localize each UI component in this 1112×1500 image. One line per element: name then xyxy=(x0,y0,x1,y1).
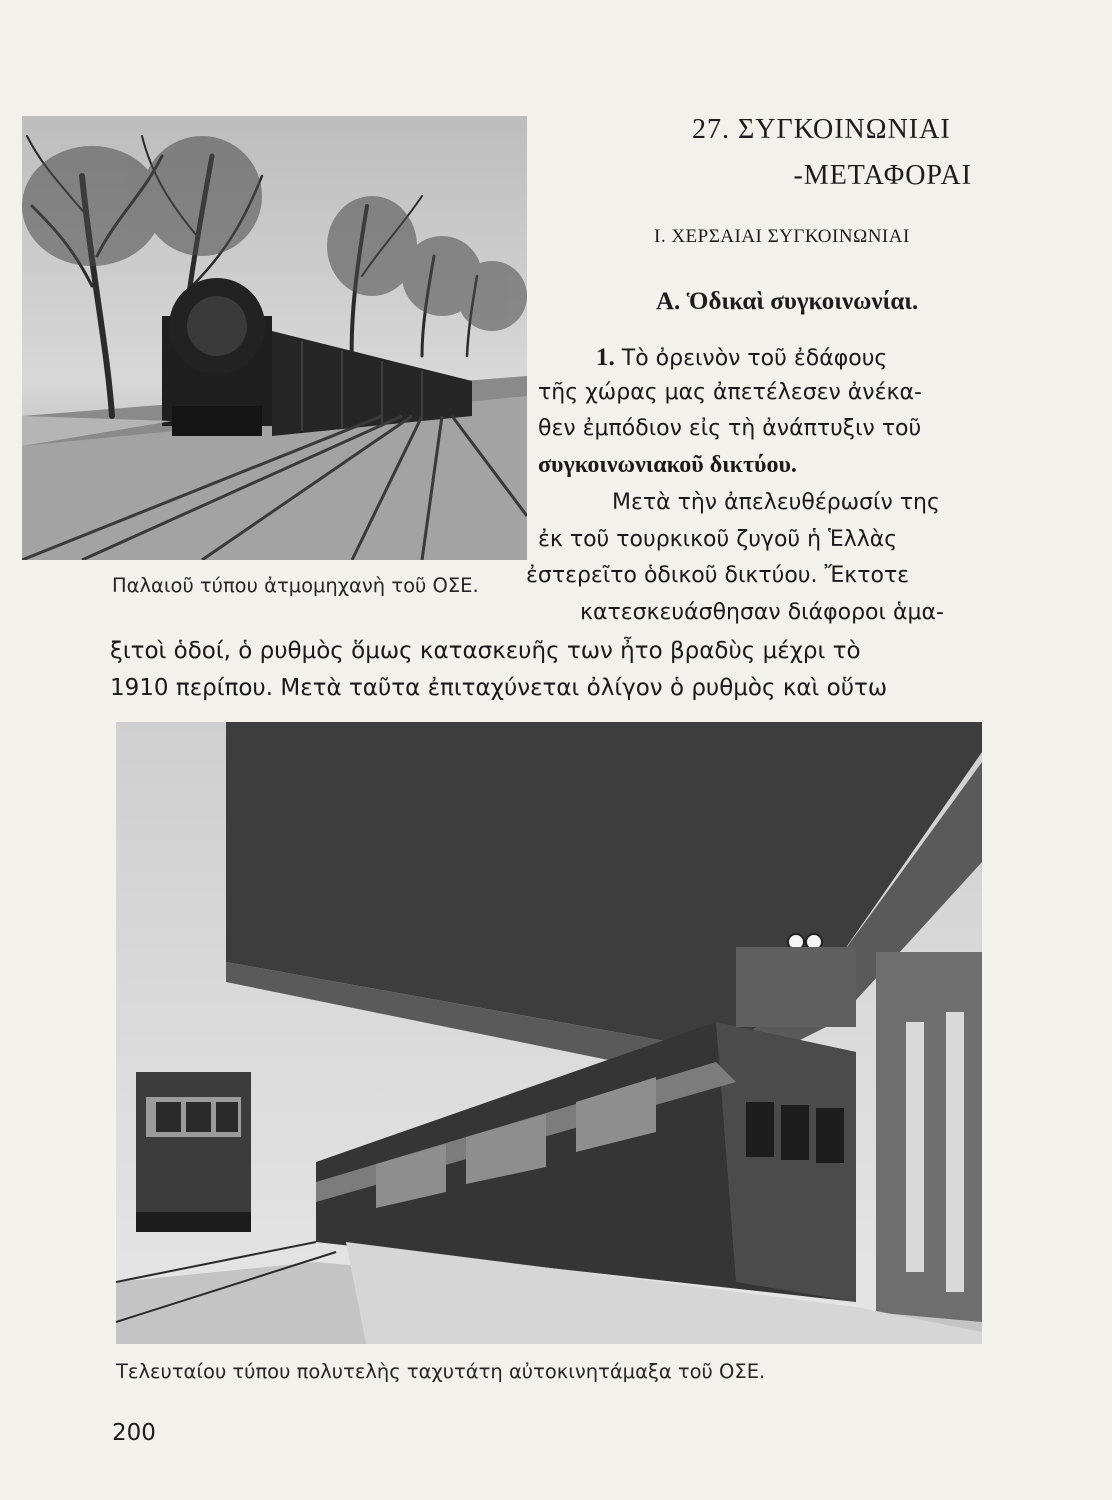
railcar-photo xyxy=(116,722,982,1344)
railcar-photo-caption: Τελευταίου τύπου πολυτελὴς ταχυτάτη αὐτοκινητάμαξα τοῦ ΟΣΕ. xyxy=(116,1360,766,1383)
locomotive-photo-caption: Παλαιοῦ τύπου ἀτμομηχανὴ τοῦ ΟΣΕ. xyxy=(112,574,479,597)
page-number: 200 xyxy=(112,1420,156,1446)
paragraph-line: κατεσκευάσθησαν διάφοροι ἁμα- xyxy=(580,600,944,625)
paragraph-line: ξιτοὶ ὁδοί, ὁ ρυθμὸς ὅμως κατασκευῆς των ἦτο βραδὺς μέχρι τὸ xyxy=(110,638,861,664)
chapter-subtitle: -ΜΕΤΑΦΟΡΑΙ xyxy=(793,160,972,191)
chapter-title xyxy=(692,114,951,146)
paragraph-line: Μετὰ τὴν ἀπελευθέρωσίν της xyxy=(612,490,940,515)
paragraph-line xyxy=(596,344,887,372)
paragraph-number: 1. xyxy=(596,344,615,371)
paragraph-line: συγκοινωνιακοῦ δικτύου. xyxy=(538,452,797,478)
section-heading: Ι. ΧΕΡΣΑΙΑΙ ΣΥΓΚΟΙΝΩΝΙΑΙ xyxy=(654,226,910,247)
chapter-number: 27. xyxy=(692,114,730,145)
steam-locomotive-photo xyxy=(22,116,527,560)
paragraph-line: τῆς χώρας μας ἀπετέλεσεν ἀνέκα- xyxy=(538,380,922,405)
subsection-heading: Α. Ὁδικαὶ συγκοινωνίαι. xyxy=(656,288,919,315)
paragraph-line: 1910 περίπου. Μετὰ ταῦτα ἐπιταχύνεται ὀλίγον ὁ ρυθμὸς καὶ οὕτω xyxy=(110,675,888,701)
paragraph-text: Τὸ ὀρεινὸν τοῦ ἐδάφους xyxy=(621,346,888,371)
paragraph-line: ἐκ τοῦ τουρκικοῦ ζυγοῦ ἡ Ἑλλὰς xyxy=(538,527,898,552)
paragraph-line: ἐστερεῖτο ὁδικοῦ δικτύου. Ἔκτοτε xyxy=(526,563,910,588)
paragraph-line: θεν ἐμπόδιον εἰς τὴ ἀνάπτυξιν τοῦ xyxy=(538,416,922,441)
chapter-name: ΣΥΓΚΟΙΝΩΝΙΑΙ xyxy=(738,114,951,145)
